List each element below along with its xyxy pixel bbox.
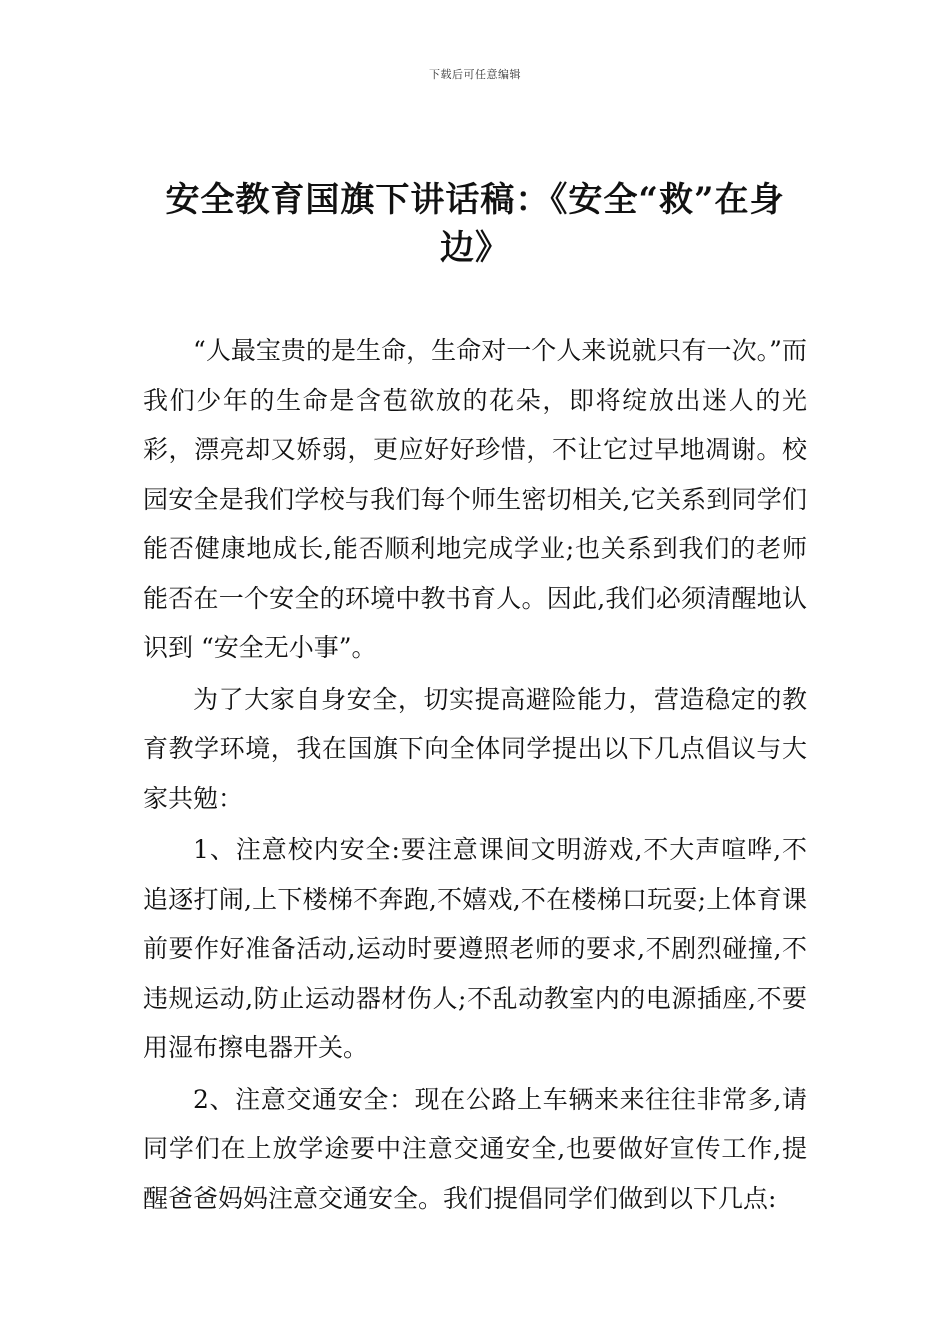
paragraph-traffic-safety: 2、注意交通安全：现在公路上车辆来来往往非常多,请同学们在上放学途要中注意交通安全,也要做好宣传工作,提醒爸爸妈妈注意交通安全。我们提倡同学们做到以下几点: [143,1084,807,1213]
paragraph-campus-safety: 1、注意校内安全:要注意课间文明游戏,不大声喧哗,不追逐打闹,上下楼梯不奔跑,不嬉戏,不在楼梯口玩耍;上体育课前要作好准备活动,运动时要遵照老师的要求,不剧烈碰撞,不违规运动,防止运动器材伤人;不乱动教室内的电源插座,不要用湿布擦电器开关。 [143,835,807,1062]
paragraph-intro: “人最宝贵的是生命，生命对一个人来说就只有一次。”而我们少年的生命是含苞欲放的花朵，即将绽放出迷人的光彩，漂亮却又娇弱，更应好好珍惜，不让它过早地凋谢。校园安全是我们学校与我们每个师生密切相关,它关系到同学们能否健康地成长,能否顺利地完成学业;也关系到我们的老师能否在一个安全的环境中教书育人。因此,我们必须清醒地认识到 “安全无小事”。 [143,336,807,662]
document-title: 安全教育国旗下讲话稿：《安全“救”在身边》 [165,180,785,268]
page-header-note: 下载后可任意编辑 [429,68,521,81]
document-body [143,326,807,1225]
paragraph-proposal: 为了大家自身安全，切实提高避险能力，营造稳定的教育教学环境，我在国旗下向全体同学提出以下几点倡议与大家共勉： [143,684,807,813]
